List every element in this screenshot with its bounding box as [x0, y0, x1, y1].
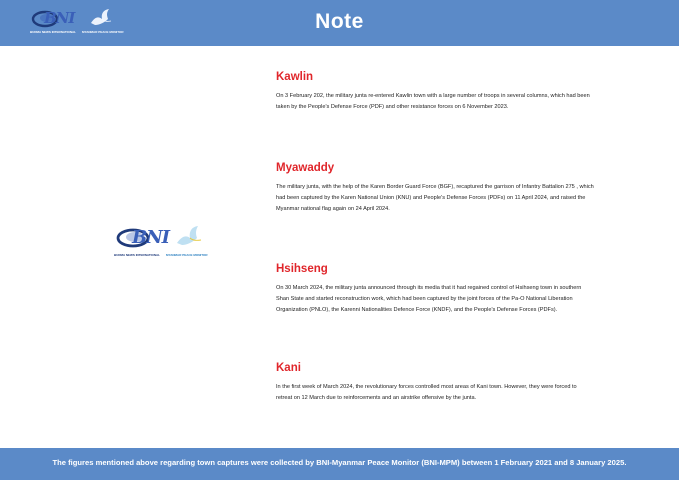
mpm-logo-caption: MYANMAR PEACE MONITOR [82, 30, 124, 34]
mpm-logo-caption: MYANMAR PEACE MONITOR [166, 253, 208, 257]
bni-logo-large [114, 225, 174, 257]
note-body: On 3 February 202, the military junta re-entered Kawlin town with a large number of troops in several columns, which had been taken by the People's Defense Force (PDF) and other resistance forces on 6 November 2023. [276, 93, 590, 110]
note-hsihseng [276, 263, 594, 316]
note-heading: Hsihseng [276, 263, 328, 275]
note-heading: Myawaddy [276, 162, 335, 174]
note-kani [276, 362, 594, 404]
note-kawlin [276, 71, 594, 113]
note-body: On 30 March 2024, the military junta announced through its media that it had regained control of Hsihseng town in southern Shan State and started reconstruction work, which had been captured by the joint forces of the Pa-O National Liberation Organization (PNLO), the Karenni Nationalities Defence Force (KNDF), and the People's Defense Forces (PDFs). [276, 285, 582, 313]
note-myawaddy [276, 162, 594, 215]
note-body: In the first week of March 2024, the revolutionary forces controlled most areas of Kani town. However, they were forced to retreat on 12 March due to reinforcements and an airstrike offensive by the junta. [276, 384, 577, 401]
footer-bar [0, 448, 679, 480]
header-bar [0, 0, 679, 46]
bni-logo-text: BNI [132, 227, 170, 248]
mpm-logo-large [166, 225, 214, 257]
bni-logo-text: BNI [44, 9, 75, 27]
page-title: Note [315, 10, 364, 33]
note-heading: Kani [276, 362, 301, 374]
bni-logo-caption: BURMA NEWS INTERNATIONAL [30, 30, 76, 34]
note-body: The military junta, with the help of the Karen Border Guard Force (BGF), recaptured the garrison of Infantry Battalion 275 , which had been captured by the Karen National Union (KNU) and People's Defense Forces (PDFs) on 11 April 2024, and raised the Myanmar national flag again on 24 April 2024. [276, 184, 594, 212]
footer-source-note: The figures mentioned above regarding town captures were collected by BNI-Myanmar Peace Monitor (BNI-MPM) between 1 February 2021 and 8 January 2025. [52, 458, 627, 467]
note-heading: Kawlin [276, 71, 314, 83]
bni-logo-caption: BURMA NEWS INTERNATIONAL [114, 253, 160, 257]
dove-icon [174, 225, 204, 251]
